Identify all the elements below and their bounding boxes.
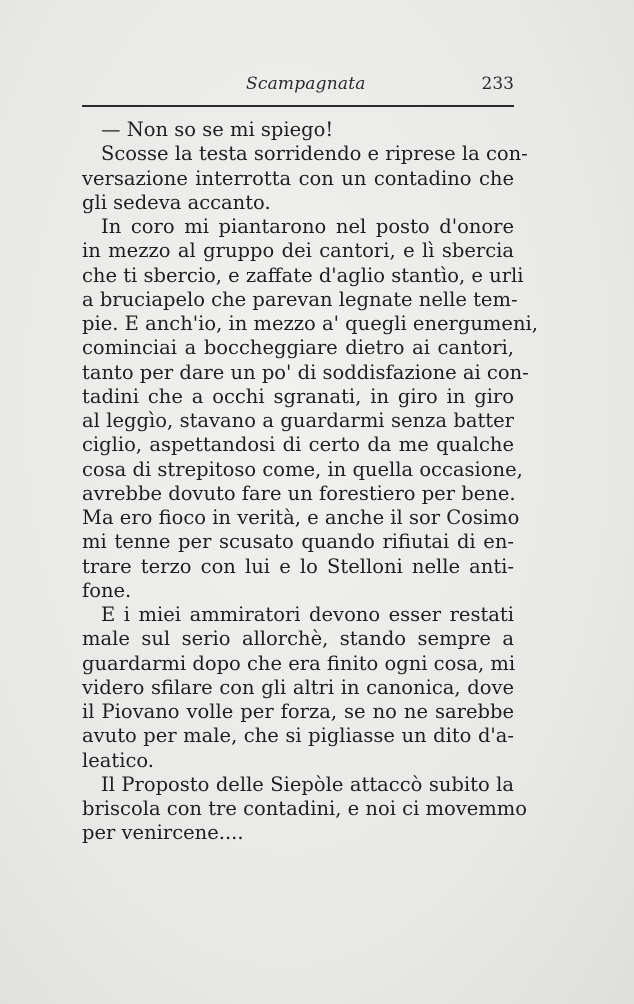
text-line: briscola con tre contadini, e noi ci movemmo <box>82 797 528 820</box>
text-line: male sul serio allorchè, stando sempre a <box>82 627 514 651</box>
header-rule <box>82 105 514 107</box>
text-line: ciglio, aspettandosi di certo da me qualche <box>82 433 514 457</box>
text-line: cosa di strepitoso come, in quella occasione, <box>82 457 523 481</box>
text-line: fone. <box>82 578 132 602</box>
text-line: cominciai a boccheggiare dietro ai cantori, <box>82 336 514 360</box>
page-header <box>82 72 514 102</box>
running-title: Scampagnata <box>246 74 366 94</box>
text-line: che ti sbercio, e zaffate d'aglio stantìo, e urli <box>82 263 524 287</box>
text-line: videro sfilare con gli altri in canonica, dove <box>82 675 514 699</box>
text-line: avuto per male, che si pigliasse un dito d'a- <box>82 724 514 748</box>
text-line: in mezzo al gruppo dei cantori, e lì sbercia <box>82 239 514 263</box>
text-line: al leggìo, stavano a guardarmi senza batter <box>82 409 514 432</box>
body-text <box>82 118 538 846</box>
text-line: In coro mi piantarono nel posto d'onore <box>101 215 514 238</box>
text-line: versazione interrotta con un contadino che <box>82 166 514 190</box>
text-line: Scosse la testa sorridendo e riprese la con- <box>101 142 528 166</box>
page-number: 233 <box>481 74 514 94</box>
text-line: trare terzo con lui e lo Stelloni nelle anti- <box>82 554 514 578</box>
text-line: a bruciapelo che parevan legnate nelle tem- <box>82 287 518 311</box>
text-line: E i miei ammiratori devono esser restati <box>101 603 514 626</box>
text-line: avrebbe dovuto fare un forestiero per bene. <box>82 481 516 505</box>
text-line: pie. E anch'io, in mezzo a' quegli energumeni, <box>82 312 538 335</box>
text-line: tanto per dare un po' di soddisfazione ai con- <box>82 360 529 384</box>
text-line: per venircene.... <box>82 821 244 845</box>
text-line: il Piovano volle per forza, se no ne sarebbe <box>82 700 514 723</box>
text-line: tadini che a occhi sgranati, in giro in giro <box>82 384 514 408</box>
text-line: Il Proposto delle Siepòle attaccò subito la <box>101 772 514 796</box>
text-line: — Non so se mi spiego! <box>101 118 334 141</box>
text-line: guardarmi dopo che era finito ogni cosa, mi <box>82 651 516 675</box>
text-line: mi tenne per scusato quando rifiutai di en- <box>82 530 514 554</box>
text-line: leatico. <box>82 748 154 772</box>
text-line: gli sedeva accanto. <box>82 190 271 214</box>
text-line: Ma ero fioco in verità, e anche il sor Cosimo <box>82 506 520 529</box>
